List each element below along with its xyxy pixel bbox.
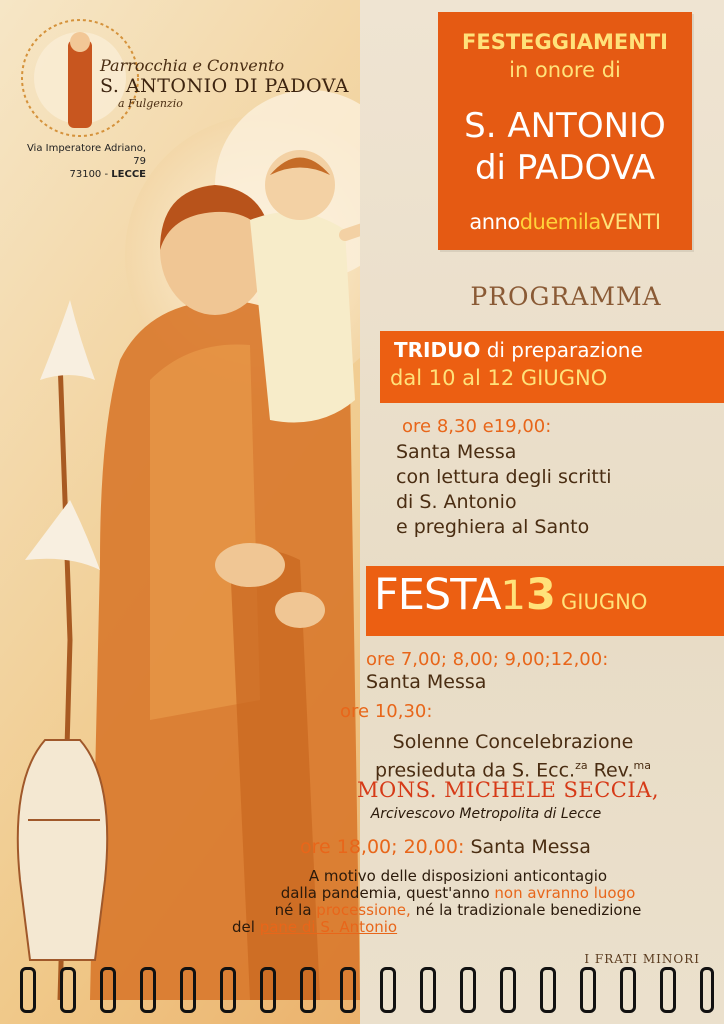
triduo-time: ore 8,30 e19,00: [402, 416, 552, 437]
festa-schedule [340, 648, 609, 723]
triduo-line4: e preghiera al Santo [396, 516, 590, 538]
notice-line2: dalla pandemia, quest'anno non avranno luogo [280, 884, 636, 902]
parish-name [100, 56, 360, 110]
address-zip: 73100 - [69, 169, 109, 180]
festa-concelebration-line2: presieduta da S. Ecc.$^{za}$ Rev.$^{ma}$ [375, 759, 651, 782]
festa-time1: ore 7,00; 8,00; 9,00;12,00: [366, 649, 609, 670]
title-in-onore: in onore di [509, 58, 621, 82]
parish-line2: S. ANTONIO DI PADOVA [100, 75, 349, 97]
signature: I FRATI MINORI [584, 952, 700, 966]
parish-address [18, 142, 146, 181]
parish-line1: Parrocchia e Convento [100, 56, 285, 75]
programma-heading: PROGRAMMA [470, 282, 662, 311]
title-di-padova: di PADOVA [474, 148, 656, 188]
triduo-dates: dal 10 al 12 GIUGNO [390, 366, 608, 390]
triduo-schedule [396, 416, 612, 540]
pandemic-notice [208, 868, 708, 936]
triduo-band [380, 331, 724, 403]
parish-line3: a Fulgenzio [118, 97, 183, 110]
festa-time2: ore 10,30: [340, 701, 433, 722]
festa-concelebration [328, 730, 698, 782]
festa-evening [300, 836, 591, 858]
triduo-line1: Santa Messa [396, 441, 517, 463]
address-city: LECCE [111, 169, 146, 180]
bishop-role: Arcivescovo Metropolita di Lecce [370, 806, 602, 822]
festa-heading: FESTA13 GIUGNO [374, 570, 648, 620]
triduo-heading: TRIDUO di preparazione [394, 338, 643, 362]
notice-line3: né la processione, né la tradizionale benedizione [274, 901, 642, 919]
triduo-line3: di S. Antonio [396, 491, 517, 513]
notice-line1: A motivo delle disposizioni anticontagio [308, 867, 608, 885]
festa-band [366, 566, 724, 636]
festa-concelebration-line1: Solenne Concelebrazione [392, 731, 634, 753]
bishop-name: MONS. MICHELE SECCIA, [356, 778, 660, 802]
notice-line4: del pane di S. Antonio [232, 918, 398, 936]
address-line1: Via Imperatore Adriano, 79 [26, 143, 146, 167]
festa-time3: ore 18,00; 20,00: [300, 836, 465, 858]
title-festeggiamenti: FESTEGGIAMENTI [462, 30, 668, 54]
title-year: annoduemilaVENTI [469, 210, 661, 234]
festa-time1-desc: Santa Messa [366, 671, 487, 693]
festa-time3-desc: Santa Messa [470, 836, 591, 858]
triduo-line2: con lettura degli scritti [396, 466, 612, 488]
title-box [438, 12, 692, 250]
title-saint-name: S. ANTONIO [464, 106, 666, 146]
